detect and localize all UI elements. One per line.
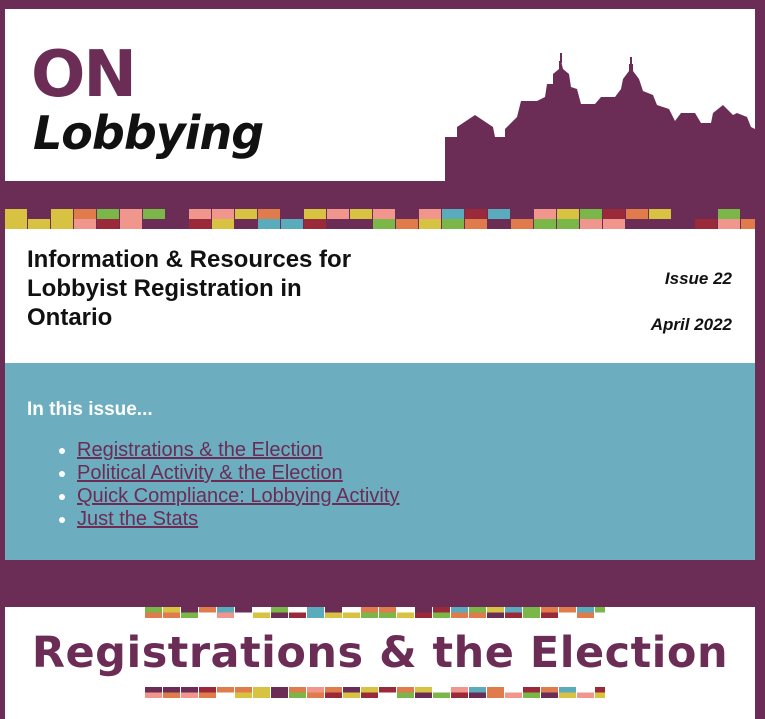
- list-item: [77, 508, 399, 531]
- issue-number: Issue 22: [664, 269, 732, 288]
- section-title: Registrations & the Election: [31, 628, 729, 678]
- toc-link-quick-compliance[interactable]: Quick Compliance: Lobbying Activity: [77, 485, 400, 507]
- list-item: [77, 439, 399, 462]
- issue-date: April 2022: [650, 315, 732, 334]
- section-banner: [5, 607, 755, 719]
- toc-link-political-activity[interactable]: Political Activity & the Election: [77, 462, 343, 484]
- issue-header: [5, 229, 755, 363]
- list-item: [77, 485, 399, 508]
- logo-lobbying-text: Lobbying: [33, 106, 264, 160]
- newsletter-subtitle: Information & Resources for Lobbyist Registration in Ontario: [27, 246, 352, 331]
- toc-heading: In this issue...: [27, 399, 153, 420]
- section-stripe-bottom: [145, 687, 605, 698]
- logo-on-text: ON: [31, 38, 135, 112]
- section-stripe-top: [145, 607, 605, 618]
- section-divider: [5, 560, 755, 607]
- toc-link-stats[interactable]: Just the Stats: [77, 508, 199, 530]
- header-banner: [5, 9, 755, 229]
- list-item: [77, 462, 399, 485]
- toc-link-registrations[interactable]: Registrations & the Election: [77, 439, 323, 461]
- table-of-contents: [5, 363, 755, 560]
- newsletter: [5, 9, 755, 719]
- toc-list: [27, 439, 399, 531]
- color-stripe: [5, 209, 755, 229]
